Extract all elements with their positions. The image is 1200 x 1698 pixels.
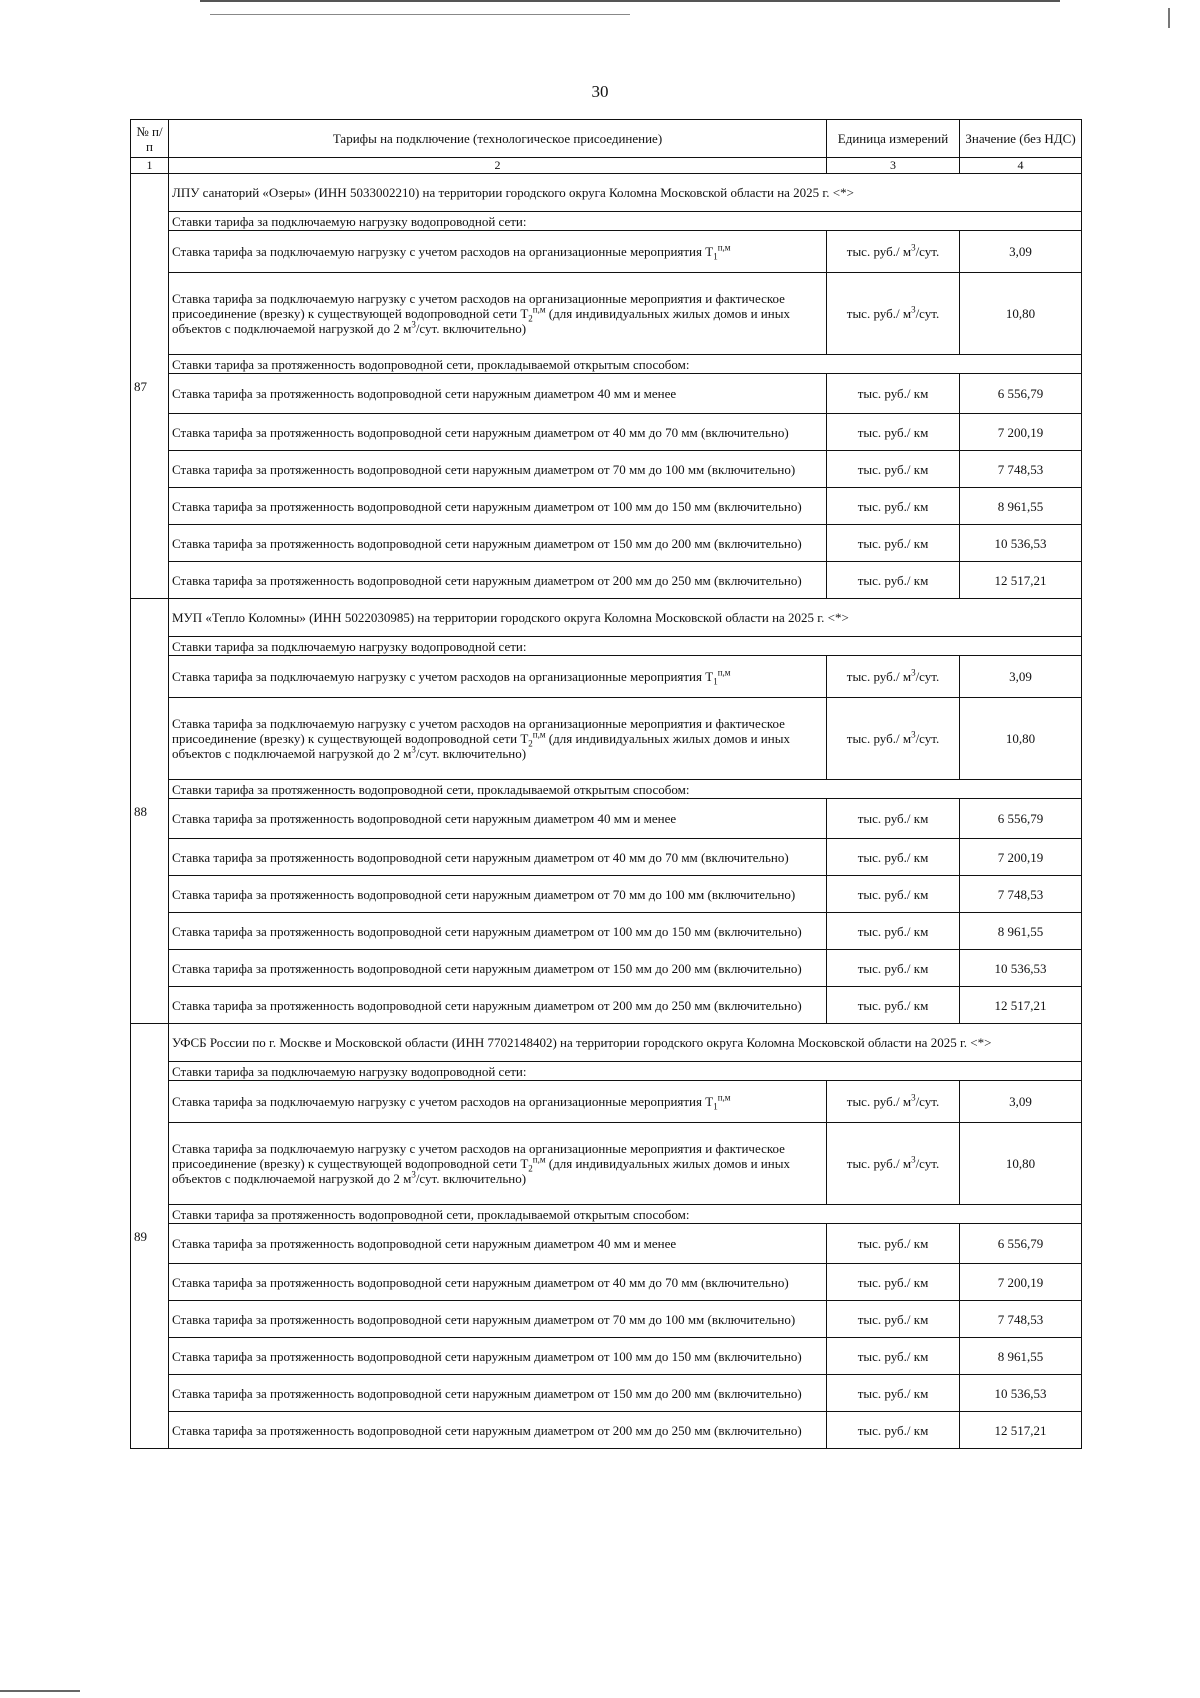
diameter-description: Ставка тарифа за протяженность водопроводной сети наружным диаметром от 100 мм до 150 мм (включительно) [169,488,827,525]
diameter-value: 8 961,55 [960,913,1082,950]
table-row [131,987,1082,1024]
rate2-unit-post: /сут. [915,306,940,321]
rate2-unit-sup: 3 [911,304,916,315]
rate2-superscript: п,м [532,1154,546,1165]
block-number: 88 [131,599,169,1024]
rate2-text-a: Ставка тарифа за подключаемую нагрузку с учетом расходов на организационные мероприятия и фактическое присоединение (врезку) к существующей водопроводной сети T [172,716,785,746]
diameter-description: Ставка тарифа за протяженность водопроводной сети наружным диаметром от 70 мм до 100 мм (включительно) [169,1301,827,1338]
section-load-title: Ставки тарифа за подключаемую нагрузку водопроводной сети: [169,212,1082,231]
rate1-unit-pre: тыс. руб./ м [846,1094,912,1109]
rate2-value: 10,80 [960,1123,1082,1205]
section-length-title: Ставки тарифа за протяженность водопроводной сети, прокладываемой открытым способом: [169,355,1082,374]
table-row [131,1375,1082,1412]
rate2-text-sup: 3 [411,744,416,755]
rate2-text-a: Ставка тарифа за подключаемую нагрузку с учетом расходов на организационные мероприятия и фактическое присоединение (врезку) к существующей водопроводной сети T [172,1141,785,1171]
page-number: 30 [591,82,609,101]
diameter-description: Ставка тарифа за протяженность водопроводной сети наружным диаметром 40 мм и менее [169,1224,827,1264]
diameter-unit: тыс. руб./ км [827,913,960,950]
rate1-text: Ставка тарифа за подключаемую нагрузку с учетом расходов на организационные мероприятия T [172,1094,714,1109]
diameter-value: 7 748,53 [960,1301,1082,1338]
rate2-text-c: /сут. включительно) [415,321,527,336]
block-number: 87 [131,174,169,599]
diameter-description: Ставка тарифа за протяженность водопроводной сети наружным диаметром от 200 мм до 250 мм (включительно) [169,1412,827,1449]
table-row [131,1338,1082,1375]
section-row [131,637,1082,656]
rate2-text-b: (для индивидуальных жилых домов и иных объектов с подключаемой нагрузкой до 2 м [172,306,790,336]
section-row [131,1062,1082,1081]
table-row [131,273,1082,355]
block-number: 89 [131,1024,169,1449]
rate2-unit-sup: 3 [911,1154,916,1165]
diameter-value: 7 200,19 [960,1264,1082,1301]
rate1-unit-post: /сут. [915,1094,940,1109]
rate2-text-b: (для индивидуальных жилых домов и иных объектов с подключаемой нагрузкой до 2 м [172,1156,790,1186]
rate2-text-c: /сут. включительно) [415,746,527,761]
diameter-unit: тыс. руб./ км [827,488,960,525]
section-load-title: Ставки тарифа за подключаемую нагрузку водопроводной сети: [169,637,1082,656]
rate2-description [169,273,827,355]
org-row [131,1024,1082,1062]
rate1-superscript: п,м [717,1092,731,1103]
header-value: Значение (без НДС) [960,120,1082,158]
rate1-subscript: 1 [713,676,718,687]
table-row [131,231,1082,273]
index-1: 1 [131,158,169,174]
table-row [131,1412,1082,1449]
rate1-unit [827,656,960,698]
diameter-description: Ставка тарифа за протяженность водопроводной сети наружным диаметром от 40 мм до 70 мм (включительно) [169,1264,827,1301]
rate2-unit [827,1123,960,1205]
table-row [131,950,1082,987]
section-row [131,212,1082,231]
diameter-unit: тыс. руб./ км [827,1301,960,1338]
diameter-unit: тыс. руб./ км [827,1224,960,1264]
diameter-unit: тыс. руб./ км [827,987,960,1024]
diameter-unit: тыс. руб./ км [827,414,960,451]
table-row [131,1264,1082,1301]
diameter-unit: тыс. руб./ км [827,374,960,414]
diameter-description: Ставка тарифа за протяженность водопроводной сети наружным диаметром от 150 мм до 200 мм (включительно) [169,525,827,562]
diameter-description: Ставка тарифа за протяженность водопроводной сети наружным диаметром от 150 мм до 200 мм (включительно) [169,950,827,987]
rate1-text: Ставка тарифа за подключаемую нагрузку с учетом расходов на организационные мероприятия T [172,244,714,259]
diameter-value: 7 748,53 [960,876,1082,913]
diameter-value: 6 556,79 [960,1224,1082,1264]
rate1-unit-post: /сут. [915,669,940,684]
diameter-description: Ставка тарифа за протяженность водопроводной сети наружным диаметром от 40 мм до 70 мм (включительно) [169,414,827,451]
table-row [131,488,1082,525]
section-load-title: Ставки тарифа за подключаемую нагрузку водопроводной сети: [169,1062,1082,1081]
rate2-subscript: 2 [528,313,533,324]
diameter-description: Ставка тарифа за протяженность водопроводной сети наружным диаметром от 40 мм до 70 мм (включительно) [169,839,827,876]
diameter-description: Ставка тарифа за протяженность водопроводной сети наружным диаметром от 200 мм до 250 мм (включительно) [169,562,827,599]
table-row [131,1224,1082,1264]
header-unit: Единица измерений [827,120,960,158]
diameter-unit: тыс. руб./ км [827,950,960,987]
rate2-subscript: 2 [528,738,533,749]
diameter-value: 8 961,55 [960,488,1082,525]
diameter-value: 6 556,79 [960,374,1082,414]
org-title: ЛПУ санаторий «Озеры» (ИНН 5033002210) на территории городского округа Коломна Московской области на 2025 г. <*> [169,174,1082,212]
diameter-description: Ставка тарифа за протяженность водопроводной сети наружным диаметром 40 мм и менее [169,374,827,414]
diameter-description: Ставка тарифа за протяженность водопроводной сети наружным диаметром 40 мм и менее [169,799,827,839]
rate1-text: Ставка тарифа за подключаемую нагрузку с учетом расходов на организационные мероприятия T [172,669,714,684]
diameter-unit: тыс. руб./ км [827,1338,960,1375]
table-body [131,174,1082,1449]
rate1-unit-pre: тыс. руб./ м [846,669,912,684]
section-row [131,355,1082,374]
rate1-unit [827,231,960,273]
index-3: 3 [827,158,960,174]
rate2-description [169,698,827,780]
rate1-description [169,231,827,273]
diameter-description: Ставка тарифа за протяженность водопроводной сети наружным диаметром от 70 мм до 100 мм (включительно) [169,876,827,913]
rate1-unit-post: /сут. [915,244,940,259]
rate1-unit [827,1081,960,1123]
rate1-subscript: 1 [713,1101,718,1112]
table-header-row [131,120,1082,158]
scan-edge-mark [1168,8,1170,28]
rate2-unit [827,698,960,780]
diameter-unit: тыс. руб./ км [827,1375,960,1412]
org-title: МУП «Тепло Коломны» (ИНН 5022030985) на территории городского округа Коломна Московской области на 2025 г. <*> [169,599,1082,637]
rate2-value: 10,80 [960,273,1082,355]
rate2-unit-sup: 3 [911,729,916,740]
table-row [131,374,1082,414]
rate1-value: 3,09 [960,656,1082,698]
diameter-unit: тыс. руб./ км [827,1412,960,1449]
rate1-description [169,1081,827,1123]
diameter-unit: тыс. руб./ км [827,839,960,876]
rate2-unit-pre: тыс. руб./ м [846,1156,912,1171]
diameter-value: 10 536,53 [960,525,1082,562]
table-row [131,656,1082,698]
rate1-unit-pre: тыс. руб./ м [846,244,912,259]
rate2-superscript: п,м [532,729,546,740]
section-row [131,1205,1082,1224]
diameter-description: Ставка тарифа за протяженность водопроводной сети наружным диаметром от 200 мм до 250 мм (включительно) [169,987,827,1024]
table-row [131,913,1082,950]
table-row [131,799,1082,839]
rate2-text-c: /сут. включительно) [415,1171,527,1186]
scan-edge-line [200,0,1060,2]
section-length-title: Ставки тарифа за протяженность водопроводной сети, прокладываемой открытым способом: [169,780,1082,799]
rate2-unit-post: /сут. [915,731,940,746]
rate2-unit-pre: тыс. руб./ м [846,731,912,746]
section-row [131,780,1082,799]
diameter-value: 10 536,53 [960,1375,1082,1412]
diameter-description: Ставка тарифа за протяженность водопроводной сети наружным диаметром от 100 мм до 150 мм (включительно) [169,913,827,950]
rate1-description [169,656,827,698]
rate1-superscript: п,м [717,667,731,678]
section-length-title: Ставки тарифа за протяженность водопроводной сети, прокладываемой открытым способом: [169,1205,1082,1224]
rate1-value: 3,09 [960,231,1082,273]
diameter-value: 12 517,21 [960,1412,1082,1449]
rate1-superscript: п,м [717,242,731,253]
rate2-superscript: п,м [532,304,546,315]
diameter-value: 7 200,19 [960,414,1082,451]
diameter-unit: тыс. руб./ км [827,562,960,599]
rate1-unit-sup: 3 [911,667,916,678]
rate2-unit [827,273,960,355]
rate2-unit-pre: тыс. руб./ м [846,306,912,321]
index-2: 2 [169,158,827,174]
rate2-text-b: (для индивидуальных жилых домов и иных объектов с подключаемой нагрузкой до 2 м [172,731,790,761]
rate2-text-a: Ставка тарифа за подключаемую нагрузку с учетом расходов на организационные мероприятия и фактическое присоединение (врезку) к существующей водопроводной сети T [172,291,785,321]
table-row [131,698,1082,780]
rate1-value: 3,09 [960,1081,1082,1123]
diameter-value: 7 200,19 [960,839,1082,876]
rate2-value: 10,80 [960,698,1082,780]
org-title: УФСБ России по г. Москве и Московской области (ИНН 7702148402) на территории городского округа Коломна Московской области на 2025 г. <*> [169,1024,1082,1062]
rate1-unit-sup: 3 [911,1092,916,1103]
diameter-unit: тыс. руб./ км [827,876,960,913]
index-4: 4 [960,158,1082,174]
rate2-text-sup: 3 [411,1169,416,1180]
diameter-value: 6 556,79 [960,799,1082,839]
rate1-subscript: 1 [713,251,718,262]
org-row [131,599,1082,637]
diameter-unit: тыс. руб./ км [827,451,960,488]
table-row [131,525,1082,562]
rate2-unit-post: /сут. [915,1156,940,1171]
header-num: № п/п [131,120,169,158]
diameter-value: 12 517,21 [960,562,1082,599]
diameter-value: 7 748,53 [960,451,1082,488]
table-row [131,1081,1082,1123]
diameter-value: 8 961,55 [960,1338,1082,1375]
header-name: Тарифы на подключение (технологическое присоединение) [169,120,827,158]
table-row [131,451,1082,488]
org-row [131,174,1082,212]
diameter-unit: тыс. руб./ км [827,1264,960,1301]
table-row [131,876,1082,913]
table-row [131,562,1082,599]
scan-bottom-mark [0,1690,80,1692]
diameter-description: Ставка тарифа за протяженность водопроводной сети наружным диаметром от 70 мм до 100 мм (включительно) [169,451,827,488]
table-index-row [131,158,1082,174]
rate2-text-sup: 3 [411,319,416,330]
table-row [131,414,1082,451]
diameter-unit: тыс. руб./ км [827,525,960,562]
scan-edge-line-2 [210,14,630,15]
diameter-value: 12 517,21 [960,987,1082,1024]
diameter-unit: тыс. руб./ км [827,799,960,839]
rate1-unit-sup: 3 [911,242,916,253]
diameter-description: Ставка тарифа за протяженность водопроводной сети наружным диаметром от 150 мм до 200 мм (включительно) [169,1375,827,1412]
table-row [131,1123,1082,1205]
rate2-description [169,1123,827,1205]
tariff-table [130,119,1082,1449]
rate2-subscript: 2 [528,1163,533,1174]
table-row [131,1301,1082,1338]
table-row [131,839,1082,876]
diameter-description: Ставка тарифа за протяженность водопроводной сети наружным диаметром от 100 мм до 150 мм (включительно) [169,1338,827,1375]
diameter-value: 10 536,53 [960,950,1082,987]
